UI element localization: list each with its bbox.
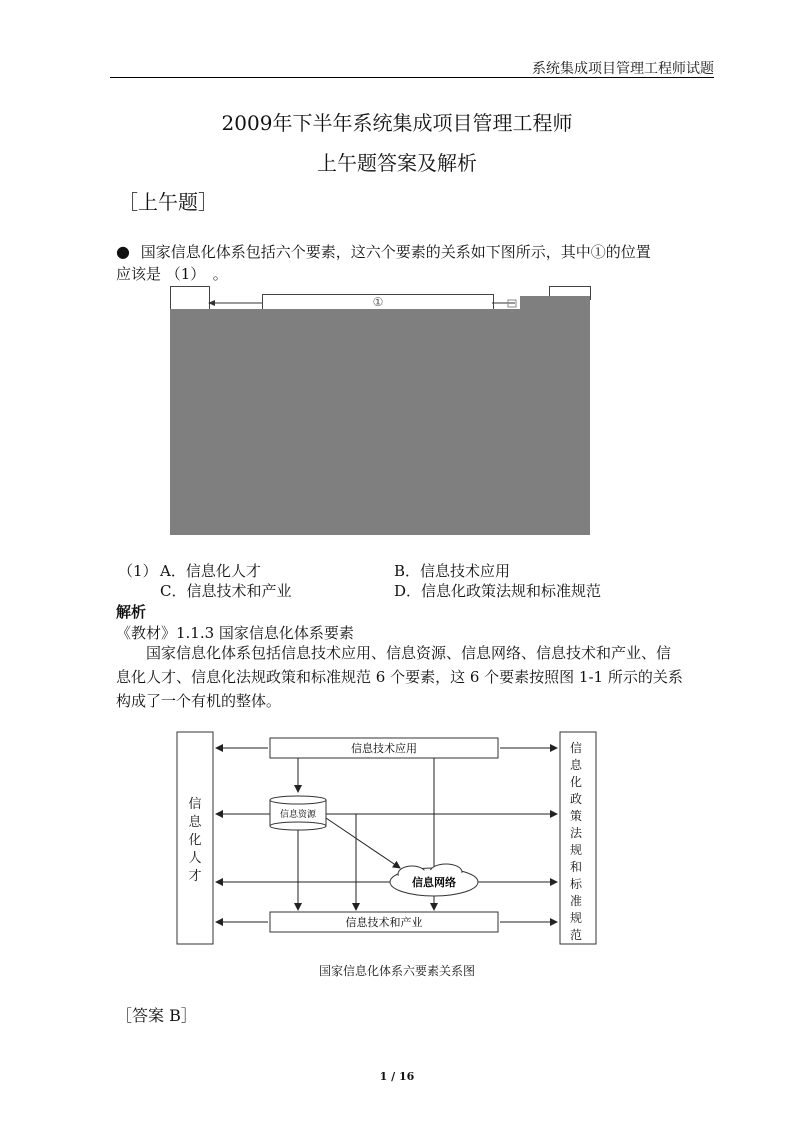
doc-title-line1: 2009年下半年系统集成项目管理工程师: [221, 111, 573, 135]
resource-label: 信息资源: [279, 810, 317, 820]
arrow-resource-to-network: [326, 818, 400, 868]
option-a: A．信息化人才: [160, 562, 261, 580]
option-d: D．信息化政策法规和标准规范: [394, 582, 602, 600]
figure-caption: 国家信息化体系六要素关系图: [318, 964, 475, 978]
diagram-top-label: 信息技术应用: [351, 742, 417, 755]
option-b: B．信息技术应用: [394, 562, 511, 580]
section-heading: ［上午题］: [118, 190, 218, 214]
analysis-para-1: 国家信息化体系包括信息技术应用、信息资源、信息网络、信息技术和产业、信: [146, 644, 672, 662]
answer: ［答案 B］: [116, 1006, 197, 1025]
page-number: 1 / 16: [379, 1070, 415, 1083]
six-elements-diagram: [176, 728, 606, 952]
diagram-left-label: 信息化人才: [188, 797, 202, 884]
figure1-mask-edge: [520, 296, 590, 309]
analysis-para-3: 构成了一个有机的整体。: [116, 692, 282, 710]
analysis-para-2: 息化人才、信息化法规政策和标准规范 6 个要素，这 6 个要素按照图 1-1 所示的关系: [116, 668, 683, 686]
analysis-heading: 解析: [116, 603, 147, 621]
diagram-right-label: 信息化政策法规和标准规范: [569, 741, 582, 942]
figure1-marker: ①: [372, 295, 384, 309]
question-text-1: 国家信息化体系包括六个要素，这六个要素的关系如下图所示，其中①的位置: [140, 243, 651, 261]
question-number: （1）: [118, 562, 158, 580]
bullet-icon: ●: [116, 242, 130, 261]
diagram-bottom-label: 信息技术和产业: [345, 916, 423, 929]
question-line1: [116, 241, 651, 262]
running-header: 系统集成项目管理工程师试题: [532, 61, 714, 77]
figure1-left-box: [170, 286, 210, 310]
figure1-masked-area: [170, 309, 590, 535]
analysis-reference: 《教材》1.1.3 国家信息化体系要素: [116, 624, 354, 642]
option-c: C．信息技术和产业: [160, 582, 292, 600]
doc-title-line2: 上午题答案及解析: [317, 151, 477, 175]
figure1-arrows: [205, 296, 525, 310]
header-rule: [110, 77, 714, 78]
question-text-2: 应该是 （1） 。: [116, 265, 228, 283]
network-label: 信息网络: [412, 876, 456, 889]
